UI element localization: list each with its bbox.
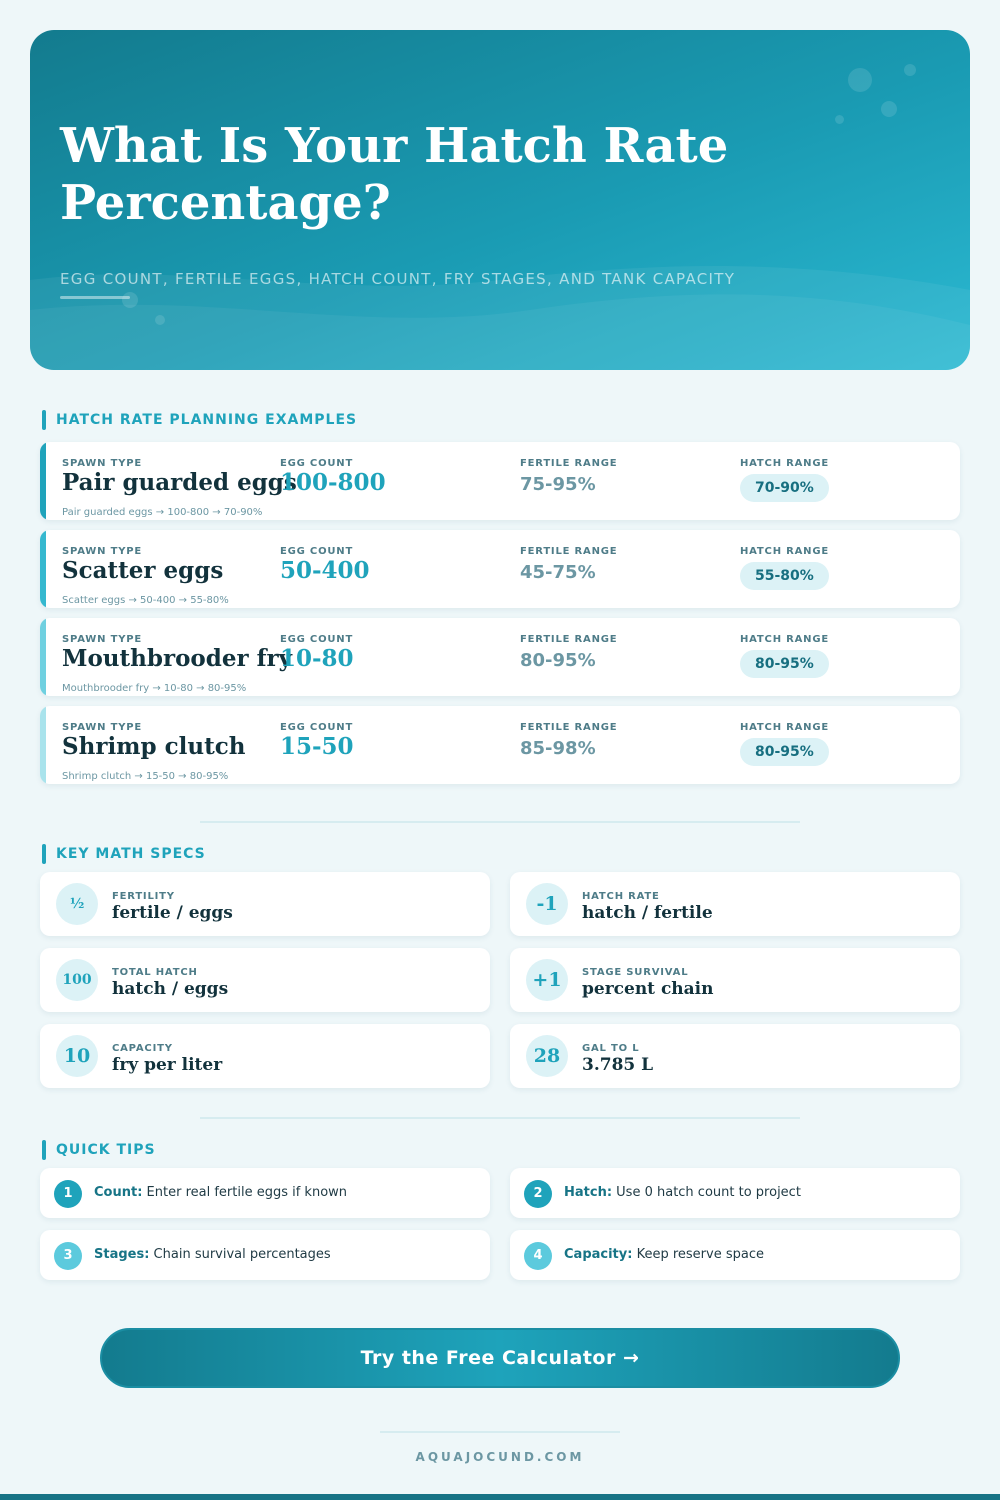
fertile-range-value: 45-75% [520,562,596,583]
tip-number: 1 [54,1180,82,1208]
bubble-decoration [848,68,872,92]
spec-label: TOTAL HATCH [112,967,198,978]
example-summary: Mouthbrooder fry → 10-80 → 80-95% [62,683,247,694]
spec-value: hatch / eggs [112,979,229,999]
spec-value: 3.785 L [582,1055,654,1075]
row-accent [40,618,46,696]
example-summary: Scatter eggs → 50-400 → 55-80% [62,595,229,606]
hatch-range-label: HATCH RANGE [740,458,829,469]
spawn-type-label: SPAWN TYPE [62,546,143,557]
example-summary: Pair guarded eggs → 100-800 → 70-90% [62,507,263,518]
try-calculator-button[interactable]: Try the Free Calculator → [100,1328,900,1388]
spec-value: fry per liter [112,1055,223,1075]
spec-badge: -1 [526,883,568,925]
spec-label: GAL TO L [582,1043,640,1054]
hatch-range-badge: 80-95% [740,738,829,766]
row-accent [40,442,46,520]
section-divider [200,821,800,823]
spawn-type-value: Shrimp clutch [62,733,246,760]
spawn-type-value: Pair guarded eggs [62,469,297,496]
tip-keyword: Hatch: [564,1185,613,1200]
example-row [40,530,960,608]
section-divider [200,1117,800,1119]
egg-count-value: 100-800 [280,469,386,496]
spec-card [40,948,490,1012]
tip-description: Chain survival percentages [149,1247,331,1262]
footer-divider [380,1431,620,1433]
spawn-type-value: Scatter eggs [62,557,224,584]
hatch-range-label: HATCH RANGE [740,546,829,557]
tip-card [510,1230,960,1280]
spawn-type-label: SPAWN TYPE [62,458,143,469]
spec-label: FERTILITY [112,891,175,902]
row-accent [40,706,46,784]
spec-value: percent chain [582,979,714,999]
egg-count-label: EGG COUNT [280,546,354,557]
fertile-range-value: 75-95% [520,474,596,495]
fertile-range-label: FERTILE RANGE [520,546,618,557]
egg-count-label: EGG COUNT [280,722,354,733]
spec-card [510,1024,960,1088]
hatch-range-badge: 80-95% [740,650,829,678]
footer-site-link[interactable]: AQUAJOCUND.COM [415,1450,585,1464]
specs-heading: KEY MATH SPECS [42,844,206,864]
wave-decoration [30,250,970,370]
hatch-range-label: HATCH RANGE [740,722,829,733]
egg-count-label: EGG COUNT [280,634,354,645]
spec-card [510,948,960,1012]
fertile-range-label: FERTILE RANGE [520,634,618,645]
page-subtitle: EGG COUNT, FERTILE EGGS, HATCH COUNT, FRY STAGES, AND TANK CAPACITY [60,270,736,288]
spec-badge: 28 [526,1035,568,1077]
spec-label: HATCH RATE [582,891,660,902]
tip-description: Enter real fertile eggs if known [142,1185,348,1200]
egg-count-value: 50-400 [280,557,370,584]
tips-heading: QUICK TIPS [42,1140,156,1160]
hatch-range-badge: 70-90% [740,474,829,502]
spawn-type-value: Mouthbrooder fry [62,645,292,672]
hero-banner [30,30,970,370]
tip-description: Keep reserve space [632,1247,764,1262]
tip-card [40,1168,490,1218]
spawn-type-label: SPAWN TYPE [62,722,143,733]
tip-description: Use 0 hatch count to project [612,1185,801,1200]
tip-number: 4 [524,1242,552,1270]
bubble-decoration [122,292,138,308]
fertile-range-value: 85-98% [520,738,596,759]
spec-badge: 10 [56,1035,98,1077]
tip-number: 3 [54,1242,82,1270]
bubble-decoration [835,115,844,124]
spec-badge: +1 [526,959,568,1001]
tip-text [94,1247,331,1262]
examples-heading: HATCH RATE PLANNING EXAMPLES [42,410,357,430]
hatch-range-badge: 55-80% [740,562,829,590]
tip-number: 2 [524,1180,552,1208]
tip-keyword: Count: [94,1185,143,1200]
egg-count-label: EGG COUNT [280,458,354,469]
spec-label: STAGE SURVIVAL [582,967,689,978]
tip-card [40,1230,490,1280]
example-row [40,618,960,696]
example-row [40,442,960,520]
tip-keyword: Stages: [94,1247,150,1262]
subtitle-underline [60,296,130,299]
bubble-decoration [881,101,897,117]
tip-card [510,1168,960,1218]
spec-badge: 100 [56,959,98,1001]
spec-value: fertile / eggs [112,903,233,923]
tip-text [564,1247,764,1262]
spec-value: hatch / fertile [582,903,713,923]
egg-count-value: 10-80 [280,645,354,672]
spec-badge: ½ [56,883,98,925]
tip-text [94,1185,347,1200]
example-summary: Shrimp clutch → 15-50 → 80-95% [62,771,229,782]
spec-card [40,872,490,936]
row-accent [40,530,46,608]
spawn-type-label: SPAWN TYPE [62,634,143,645]
tip-text [564,1185,801,1200]
bubble-decoration [155,315,165,325]
hatch-range-label: HATCH RANGE [740,634,829,645]
fertile-range-label: FERTILE RANGE [520,722,618,733]
spec-card [40,1024,490,1088]
page-title: What Is Your Hatch Rate Percentage? [60,118,729,231]
egg-count-value: 15-50 [280,733,354,760]
spec-label: CAPACITY [112,1043,173,1054]
spec-card [510,872,960,936]
bottom-bar [0,1494,1000,1500]
bubble-decoration [904,64,916,76]
fertile-range-label: FERTILE RANGE [520,458,618,469]
example-row [40,706,960,784]
fertile-range-value: 80-95% [520,650,596,671]
tip-keyword: Capacity: [564,1247,633,1262]
